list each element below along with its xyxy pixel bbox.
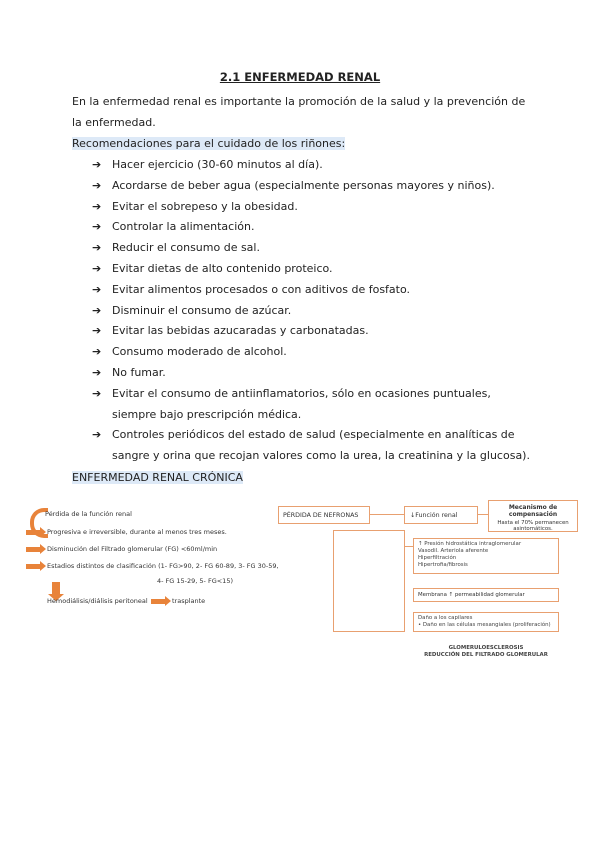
list-item: ➔ Evitar alimentos procesados o con aditivos de fosfato. (92, 280, 532, 301)
arrow-icon: ➔ (92, 241, 102, 255)
diagram-text: Estadios distintos de clasificación (1- FG>90, 2- FG 60-89, 3- FG 30-59, (47, 562, 279, 570)
list-item: ➔ Evitar dietas de alto contenido proteico. (92, 259, 532, 280)
list-item-continuation: siempre bajo prescripción médica. (112, 407, 302, 421)
diagram-box: PÉRDIDA DE NEFRONAS (278, 506, 370, 524)
diagram-box: Membrana ↑ permeabilidad glomerular (413, 588, 559, 602)
list-item: ➔ Evitar el consumo de antiinflamatorios, sólo en ocasiones puntuales, (92, 384, 532, 405)
intro-paragraph (72, 92, 532, 133)
arrow-icon: ➔ (92, 345, 102, 359)
arrow-icon (151, 599, 165, 604)
page-title: 2.1 ENFERMEDAD RENAL (219, 70, 381, 84)
list-item: ➔ Controles periódicos del estado de salud (especialmente en analíticas de (92, 425, 532, 446)
list-item: ➔ Evitar el sobrepeso y la obesidad. (92, 197, 532, 218)
list-item-continuation: sangre y orina que recojan valores como la urea, la creatinina y la glucosa). (112, 449, 530, 463)
arrow-icon (26, 530, 40, 535)
recommendations-heading: Recomendaciones para el cuidado de los riñones: (72, 137, 346, 150)
list-item: ➔ Controlar la alimentación. (92, 217, 532, 238)
arrow-icon: ➔ (92, 261, 102, 275)
diagram-text: Pérdida de la función renal (45, 510, 132, 518)
list-item: ➔ Evitar las bebidas azucaradas y carbonatadas. (92, 321, 532, 342)
arrow-icon: ➔ (92, 282, 102, 296)
list-item: ➔ Disminuir el consumo de azúcar. (92, 301, 532, 322)
diagram-text: trasplante (172, 597, 206, 605)
down-arrow-icon (52, 582, 60, 594)
list-item: ➔ Hacer ejercicio (30-60 minutos al día). (92, 155, 532, 176)
arrow-icon: ➔ (92, 428, 102, 442)
diagram-box: ↓Función renal (404, 506, 478, 524)
arrow-icon: ➔ (92, 178, 102, 192)
connector (405, 546, 413, 547)
diagram-text: GLOMERULOESCLEROSIS REDUCCIÓN DEL FILTRADO GLOMERULAR (424, 645, 548, 658)
diagram-text: 4- FG 15-29, 5- FG<15) (157, 577, 233, 585)
diagram-box: Daño a los capilares • Daño en las células mesangiales (proliferación) (413, 612, 559, 632)
diagram-text: Hemodiálisis/diálisis peritoneal (47, 597, 148, 605)
list-item: ➔ No fumar. (92, 363, 532, 384)
arrow-icon: ➔ (92, 365, 102, 379)
arrow-icon: ➔ (92, 220, 102, 234)
list-item: ➔ Reducir el consumo de sal. (92, 238, 532, 259)
intro-line-1: En la enfermedad renal es importante la promoción de la salud y la prevención de (72, 95, 526, 108)
recommendations-list (92, 155, 532, 467)
connector (478, 514, 488, 515)
arrow-icon (26, 547, 40, 552)
list-item: ➔ Consumo moderado de alcohol. (92, 342, 532, 363)
list-item: ➔ Acordarse de beber agua (especialmente personas mayores y niños). (92, 176, 532, 197)
arrow-icon (26, 564, 40, 569)
connector (370, 514, 404, 515)
empty-box (333, 530, 405, 632)
diagram-box: Mecanismo de compensación Hasta el 70% permanecen asintomáticos. (488, 500, 578, 532)
intro-line-2: la enfermedad. (72, 115, 156, 129)
arrow-icon: ➔ (92, 324, 102, 338)
diagram-text: Progresiva e irreversible, durante al menos tres meses. (47, 528, 227, 536)
section-heading: ENFERMEDAD RENAL CRÓNICA (72, 471, 243, 484)
arrow-icon: ➔ (92, 158, 102, 171)
diagram-box: ↑ Presión hidrostática intraglomerular Vasodil. Arteriola aferente Hiperfiltración Hipertrofia/fibrosis (413, 538, 559, 574)
arrow-icon: ➔ (92, 303, 102, 317)
arrow-icon: ➔ (92, 386, 102, 400)
diagram-text: Disminución del Filtrado glomerular (FG) <60ml/min (47, 545, 218, 553)
arrow-icon: ➔ (92, 199, 102, 213)
